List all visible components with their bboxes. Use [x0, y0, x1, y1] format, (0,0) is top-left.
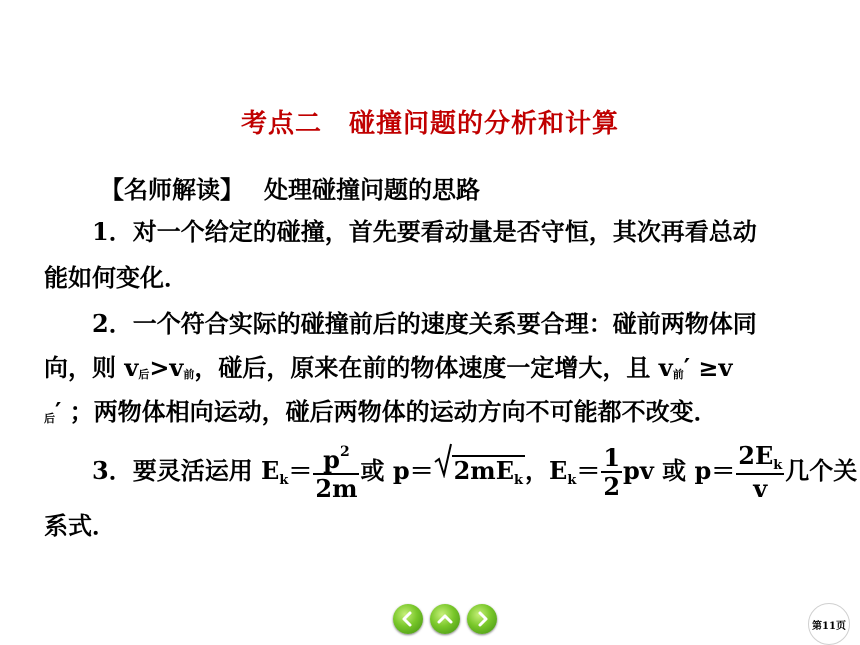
numerator: p: [323, 444, 340, 474]
heading-text: 处理碰撞问题的思路: [264, 175, 480, 204]
subscript-k: k: [773, 458, 783, 473]
chevron-up-icon: [436, 610, 454, 628]
subscript-k: k: [279, 473, 289, 488]
home-button[interactable]: [430, 604, 460, 634]
text-segment: ，E: [525, 456, 568, 485]
next-button[interactable]: [467, 604, 497, 634]
paragraph-2-line-3: [44, 396, 814, 435]
subscript-k: k: [567, 473, 577, 488]
subscript-before: 前: [183, 368, 195, 381]
paragraph-2-line-1: 2．一个符合实际的碰撞前后的速度关系要合理：碰前两物体同: [92, 309, 757, 338]
subscript-before: 前: [672, 368, 684, 381]
text-segment: ＝: [288, 456, 313, 485]
text-segment: ，碰后，原来在前的物体速度一定增大，且 v: [194, 353, 673, 382]
subscript-after: 后: [44, 412, 55, 425]
denominator: 2: [603, 472, 621, 501]
text-segment: pv 或 p＝: [623, 456, 736, 485]
text-segment: ′ ；两物体相向运动，碰后两物体的运动方向不可能都不改变．: [55, 397, 718, 426]
text-segment: 向，则 v: [44, 353, 139, 382]
paragraph-1-line-2: 能如何变化．: [44, 263, 188, 292]
square-root: [434, 446, 525, 496]
chevron-right-icon: [473, 610, 491, 628]
subscript-after: 后: [138, 368, 150, 381]
text-segment: ′ ≥v: [683, 353, 733, 382]
heading-tag: 【名师解读】: [100, 175, 244, 204]
superscript: 2: [339, 443, 350, 460]
denominator: 2m: [315, 473, 358, 503]
paragraph-3-line-2: 系式．: [44, 511, 116, 540]
numerator: 2E: [738, 441, 774, 470]
slide-title: 考点二 碰撞问题的分析和计算: [240, 109, 619, 139]
paragraph-1-line-1: 1．对一个给定的碰撞，首先要看动量是否守恒，其次再看总动: [92, 217, 757, 246]
text-segment: 3．要灵活运用 E: [92, 456, 280, 485]
paragraph-2-line-2: [44, 352, 814, 391]
previous-button[interactable]: [393, 604, 423, 634]
text-segment: 几个关: [785, 456, 858, 485]
subscript-k: k: [514, 473, 524, 488]
numerator: 1: [603, 443, 621, 472]
fraction-one-half: [601, 443, 622, 501]
radicand: 2mE: [453, 456, 514, 485]
text-segment: >v: [149, 353, 184, 382]
text-segment: 或 p＝: [360, 456, 434, 485]
page-number-badge: 第11页: [808, 603, 850, 645]
text-segment: ＝: [576, 456, 601, 485]
paragraph-3-line-1: [44, 441, 860, 506]
fraction-2ek-over-v: [736, 441, 784, 503]
chevron-left-icon: [399, 610, 417, 628]
heading-line: [44, 174, 860, 206]
denominator: v: [753, 474, 768, 503]
fraction-p2-over-2m: [313, 445, 359, 501]
